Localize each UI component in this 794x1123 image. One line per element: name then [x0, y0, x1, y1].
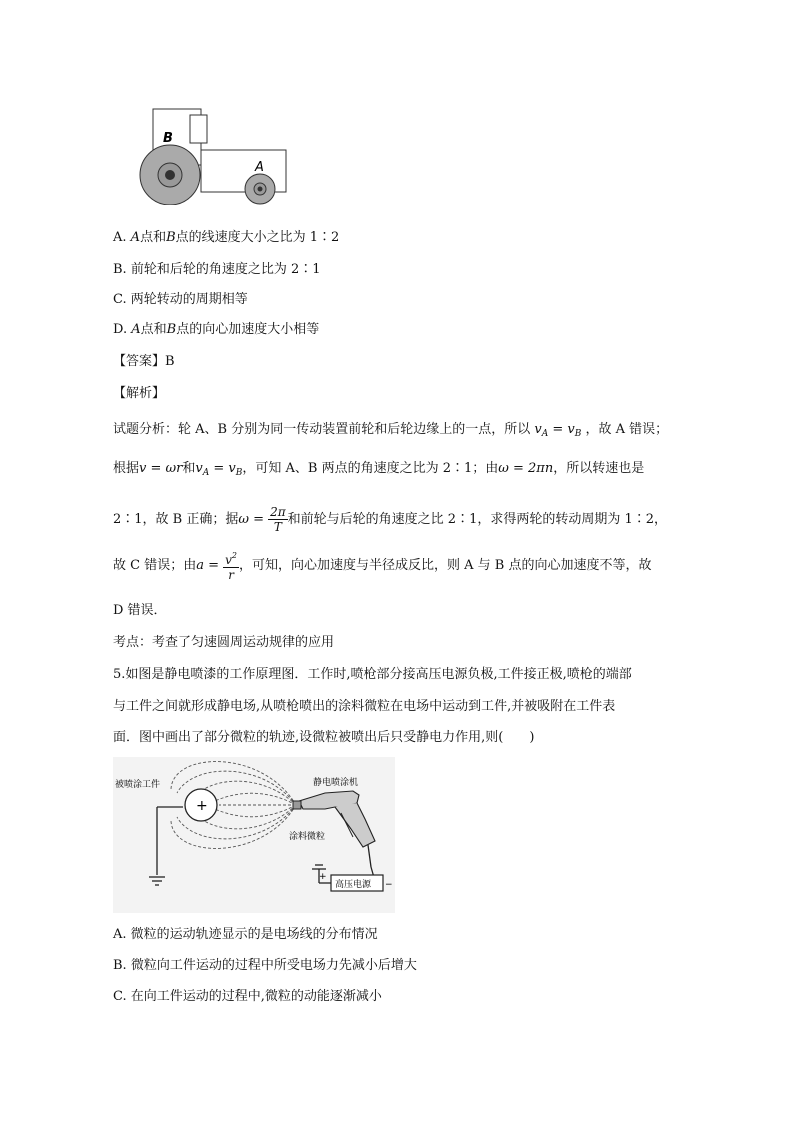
formula-a: a = — [196, 558, 224, 573]
tractor-figure — [135, 105, 295, 205]
analysis-text: ，所以转速也是 — [553, 461, 645, 476]
power-plus: + — [319, 872, 327, 882]
q5-stem-line-2: 与工件之间就形成静电场,从喷枪喷出的涂料微粒在电场中运动到工件,并被吸附在工件表 — [113, 699, 616, 714]
q5-option-a: A. 微粒的运动轨迹显示的是电场线的分布情况 — [113, 927, 378, 942]
formula-va-eq-vb: $v_A = v_B$ — [534, 422, 582, 439]
power-label: 高压电源 — [335, 880, 372, 890]
analysis-text: 根据 — [113, 461, 140, 476]
analysis-text: ，故 A 错误； — [585, 422, 669, 437]
workpiece-plus: + — [196, 798, 208, 814]
option-letter: D. — [113, 322, 128, 337]
analysis-line-3 — [113, 500, 667, 540]
analysis-text: 故 C 错误；由 — [113, 558, 197, 573]
analysis-line-2 — [113, 460, 644, 482]
analysis-text: 2∶1，故 B 正确；据 — [113, 512, 239, 527]
point-b: B — [166, 230, 176, 245]
point-a: A — [130, 230, 141, 245]
formula-2pi-over-t: $\frac{2\pi}{T}$ — [270, 505, 286, 534]
q5-option-c: C. 在向工件运动的过程中,微粒的动能逐渐减小 — [113, 989, 382, 1004]
label-minus: − — [385, 880, 393, 890]
formula-v-omega-r: v = ωr — [139, 461, 183, 476]
analysis-line-5: D 错误． — [113, 603, 167, 618]
analysis-line-4 — [113, 546, 652, 586]
option-text: 点的向心加速度大小相等 — [176, 322, 320, 337]
label-spray-gun: 静电喷涂机 — [313, 778, 359, 788]
option-text: 点的线速度大小之比为 1∶2 — [175, 230, 340, 245]
analysis-text: ，可知，向心加速度与半径成反比，则 A 与 B 点的向心加速度不等，故 — [239, 558, 652, 573]
q4-option-a — [113, 229, 339, 247]
rear-wheel-axle — [165, 170, 175, 180]
spray-figure — [113, 757, 395, 913]
option-text: 点和 — [140, 322, 167, 337]
option-letter: A. — [113, 230, 127, 245]
label-b: B — [163, 131, 173, 146]
analysis-line-1 — [113, 421, 668, 443]
label-particles: 涂料微粒 — [289, 832, 326, 842]
q5-option-b: B. 微粒向工件运动的过程中所受电场力先减小后增大 — [113, 958, 417, 973]
q5-stem-line-1: 5.如图是静电喷漆的工作原理图．工作时,喷枪部分接高压电源负极,工件接正极,喷枪的端部 — [113, 667, 632, 682]
analysis-text: 和前轮与后轮的角速度之比 2∶1，求得两轮的转动周期为 1∶2， — [287, 512, 668, 527]
q4-analysis-title: 【解析】 — [113, 386, 166, 401]
analysis-text: ，可知 A、B 两点的角速度之比为 2∶1；由 — [242, 461, 499, 476]
q4-answer: 【答案】B — [113, 354, 175, 369]
label-a: A — [255, 160, 264, 175]
option-text: 点和 — [140, 230, 167, 245]
formula-va-eq-vb: $v_A = v_B$ — [195, 461, 243, 478]
front-wheel-axle — [258, 187, 263, 192]
q4-kaodian: 考点：考查了匀速圆周运动规律的应用 — [113, 635, 335, 650]
analysis-text: 和 — [182, 461, 196, 476]
formula-omega: ω = — [238, 512, 269, 527]
analysis-text: 试题分析：轮 A、B 分别为同一传动装置前轮和后轮边缘上的一点，所以 — [113, 422, 531, 437]
formula-v2-over-r: $\frac{v^2}{r}$ — [225, 551, 238, 582]
tractor-window — [190, 115, 207, 143]
q4-option-b: B. 前轮和后轮的角速度之比为 2∶1 — [113, 262, 321, 277]
formula-omega-2pin: ω = 2πn — [498, 461, 554, 476]
point-b: B — [166, 322, 177, 337]
q5-stem-line-3: 面．图中画出了部分微粒的轨迹,设微粒被喷出后只受静电力作用,则( ) — [113, 730, 535, 745]
point-a: A — [131, 322, 141, 337]
q4-option-d — [113, 321, 319, 339]
label-workpiece: 被喷涂工件 — [115, 780, 161, 790]
q4-option-c: C. 两轮转动的周期相等 — [113, 292, 248, 307]
